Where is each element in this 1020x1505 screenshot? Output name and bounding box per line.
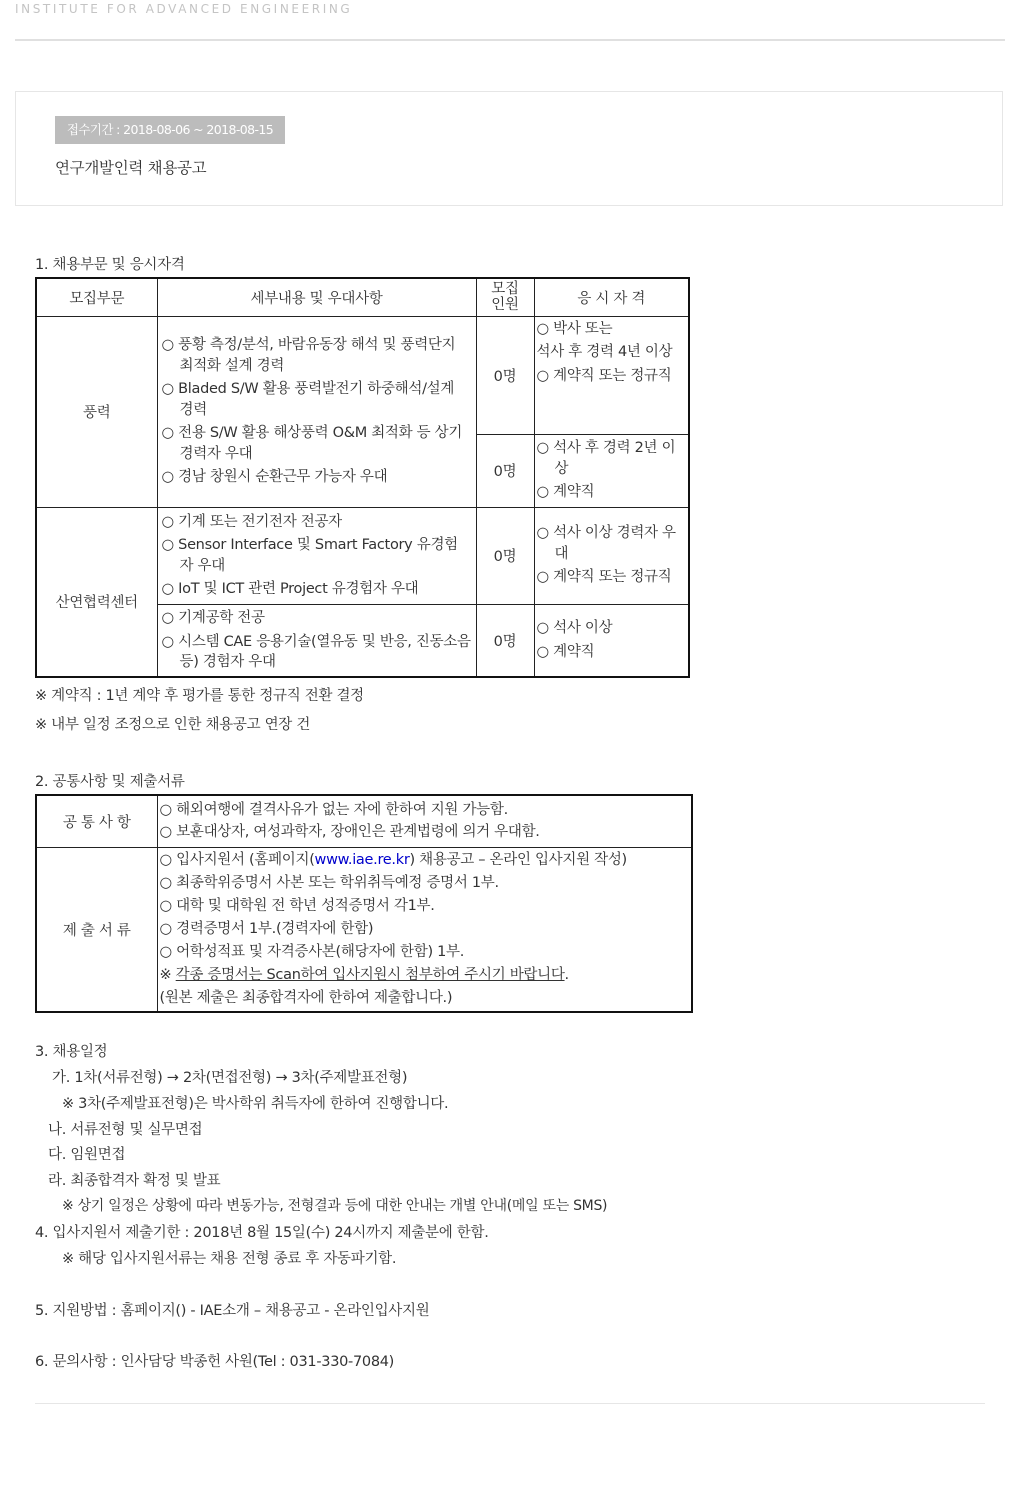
col-header-dept: 모집부문: [36, 278, 157, 316]
list-item: ○ 최종학위증명서 사본 또는 학위취득예정 증명서 1부.: [159, 874, 499, 891]
note-end: .: [564, 966, 569, 983]
section6-title: 6. 문의사항 : 인사담당 박종헌 사원(Tel : 031-330-7084): [35, 1354, 395, 1370]
application-period-badge: 접수기간 : 2018-08-06 ~ 2018-08-15: [55, 116, 285, 144]
list-item: 석사 후 경력 4년 이상: [536, 344, 673, 360]
col-header-details: 세부내용 및 우대사항: [157, 278, 476, 316]
table-row: [36, 507, 689, 604]
list-item: ○ 어학성적표 및 자격증사본(해당자에 한함) 1부.: [159, 943, 465, 960]
details-center-1: [157, 507, 476, 604]
qual-wind-1: [534, 316, 689, 434]
table-row: [36, 316, 689, 434]
col-header-qual: 응 시 자 격: [534, 278, 689, 316]
docs-item1-post: ) 채용공고 – 온라인 입사지원 작성): [409, 851, 627, 868]
list-item: ○ 시스템 CAE 응용기술(열유동 및 반응, 진동소음 등) 경험자 우대: [161, 633, 471, 670]
schedule-line: 라. 최종합격자 확정 및 발표: [48, 1173, 221, 1189]
col-header-count: 모집 인원: [476, 278, 534, 316]
list-item: ○ 해외여행에 결격사유가 없는 자에 한하여 지원 가능함.: [159, 801, 508, 818]
list-item: ○ 계약직 또는 정규직: [536, 569, 672, 586]
count-center-1: 0명: [476, 507, 534, 604]
dept-center: 산연협력센터: [36, 507, 157, 677]
header-divider: [15, 39, 1005, 41]
post-header-card: [15, 91, 1003, 206]
table-row: [36, 795, 692, 847]
schedule-line: 가. 1차(서류전형) → 2차(면접전형) → 3차(주제발표전형): [52, 1070, 408, 1086]
docs-label: 제 출 서 류: [36, 847, 157, 1012]
list-item: ○ 경력증명서 1부.(경력자에 한함): [159, 920, 374, 937]
table-header-row: [36, 278, 689, 316]
contract-note: ※ 계약직 : 1년 계약 후 평가를 통한 정규직 전환 결정: [35, 688, 364, 704]
docs-note-underlined: 각종 증명서는 Scan하여 입사지원시 첨부하여 주시기 바랍니다: [175, 966, 565, 983]
dept-wind: 풍력: [36, 316, 157, 507]
list-item: ○ 석사 이상: [536, 620, 613, 637]
count-wind-1: 0명: [476, 316, 534, 434]
list-item: ○ Sensor Interface 및 Smart Factory 유경험자 우대: [161, 537, 458, 574]
common-label: 공 통 사 항: [36, 795, 157, 847]
table-row: [36, 847, 692, 1012]
list-item: ○ IoT 및 ICT 관련 Project 유경험자 우대: [161, 581, 419, 597]
docs-scan-note: [160, 964, 690, 987]
footer-divider: [35, 1403, 985, 1404]
list-item: ○ 석사 후 경력 2년 이상: [536, 440, 676, 477]
section4-note: ※ 해당 입사지원서류는 채용 전형 종료 후 자동파기함.: [62, 1251, 397, 1267]
post-title: 연구개발인력 채용공고: [55, 159, 207, 177]
docs-original-note: (원본 제출은 최종합격자에 한하여 제출합니다.): [159, 989, 453, 1006]
docs-item1-pre: ○ 입사지원서 (홈페이지(: [159, 851, 315, 868]
section1-title: 1. 채용부문 및 응시자격: [35, 257, 185, 273]
list-item: ○ 경남 창원시 순환근무 가능자 우대: [161, 469, 388, 486]
list-item: ○ 전용 S/W 활용 해상풍력 O&M 최적화 등 상기 경력자 우대: [161, 425, 463, 462]
qual-center-1: [534, 507, 689, 604]
schedule-note: ※ 상기 일정은 상황에 따라 변동가능, 전형결과 등에 대한 안내는 개별 안내(메일 또는 SMS): [62, 1198, 608, 1214]
details-wind: [157, 316, 476, 507]
schedule-line: 나. 서류전형 및 실무면접: [48, 1122, 203, 1138]
list-item: ○ 기계 또는 전기전자 전공자: [161, 513, 342, 530]
recruitment-table: [35, 277, 690, 678]
schedule-line: 다. 임원면접: [48, 1147, 126, 1163]
details-center-2: [157, 604, 476, 677]
list-item: ○ 기계공학 전공: [161, 610, 265, 626]
extension-note: ※ 내부 일정 조정으로 인한 채용공고 연장 건: [35, 717, 311, 733]
qual-wind-2: [534, 434, 689, 507]
docs-items: [157, 847, 692, 1012]
list-item: [160, 849, 690, 872]
list-item: ○ 대학 및 대학원 전 학년 성적증명서 각1부.: [159, 897, 435, 914]
qual-center-2: [534, 604, 689, 677]
section2-title: 2. 공통사항 및 제출서류: [35, 774, 185, 790]
list-item: ○ 계약직 또는 정규직: [536, 367, 672, 384]
list-item: ○ 박사 또는: [536, 320, 613, 337]
section5-title: 5. 지원방법 : 홈페이지() - IAE소개 – 채용공고 - 온라인입사지원: [35, 1303, 430, 1319]
common-items: [157, 795, 692, 847]
list-item: ○ 계약직: [536, 484, 595, 501]
list-item: ○ Bladed S/W 활용 풍력발전기 하중해석/설계 경력: [161, 381, 455, 418]
institute-name: INSTITUTE FOR ADVANCED ENGINEERING: [15, 2, 353, 16]
note-mark: ※: [159, 966, 176, 983]
count-wind-2: 0명: [476, 434, 534, 507]
list-item: ○ 계약직: [536, 643, 595, 660]
list-item: ○ 보훈대상자, 여성과학자, 장애인은 관계법령에 의거 우대함.: [159, 824, 540, 841]
list-item: ○ 석사 이상 경력자 우대: [536, 525, 676, 562]
count-center-2: 0명: [476, 604, 534, 677]
list-item: ○ 풍황 측정/분석, 바람유동장 해석 및 풍력단지 최적화 설계 경력: [161, 337, 456, 374]
schedule-note: ※ 3차(주제발표전형)은 박사학위 취득자에 한하여 진행합니다.: [62, 1096, 449, 1112]
section4-title: 4. 입사지원서 제출기한 : 2018년 8월 15일(수) 24시까지 제출분에 한함.: [35, 1225, 489, 1241]
section3-title: 3. 채용일정: [35, 1044, 108, 1060]
homepage-link[interactable]: www.iae.re.kr: [314, 851, 410, 868]
requirements-table: [35, 794, 693, 1013]
